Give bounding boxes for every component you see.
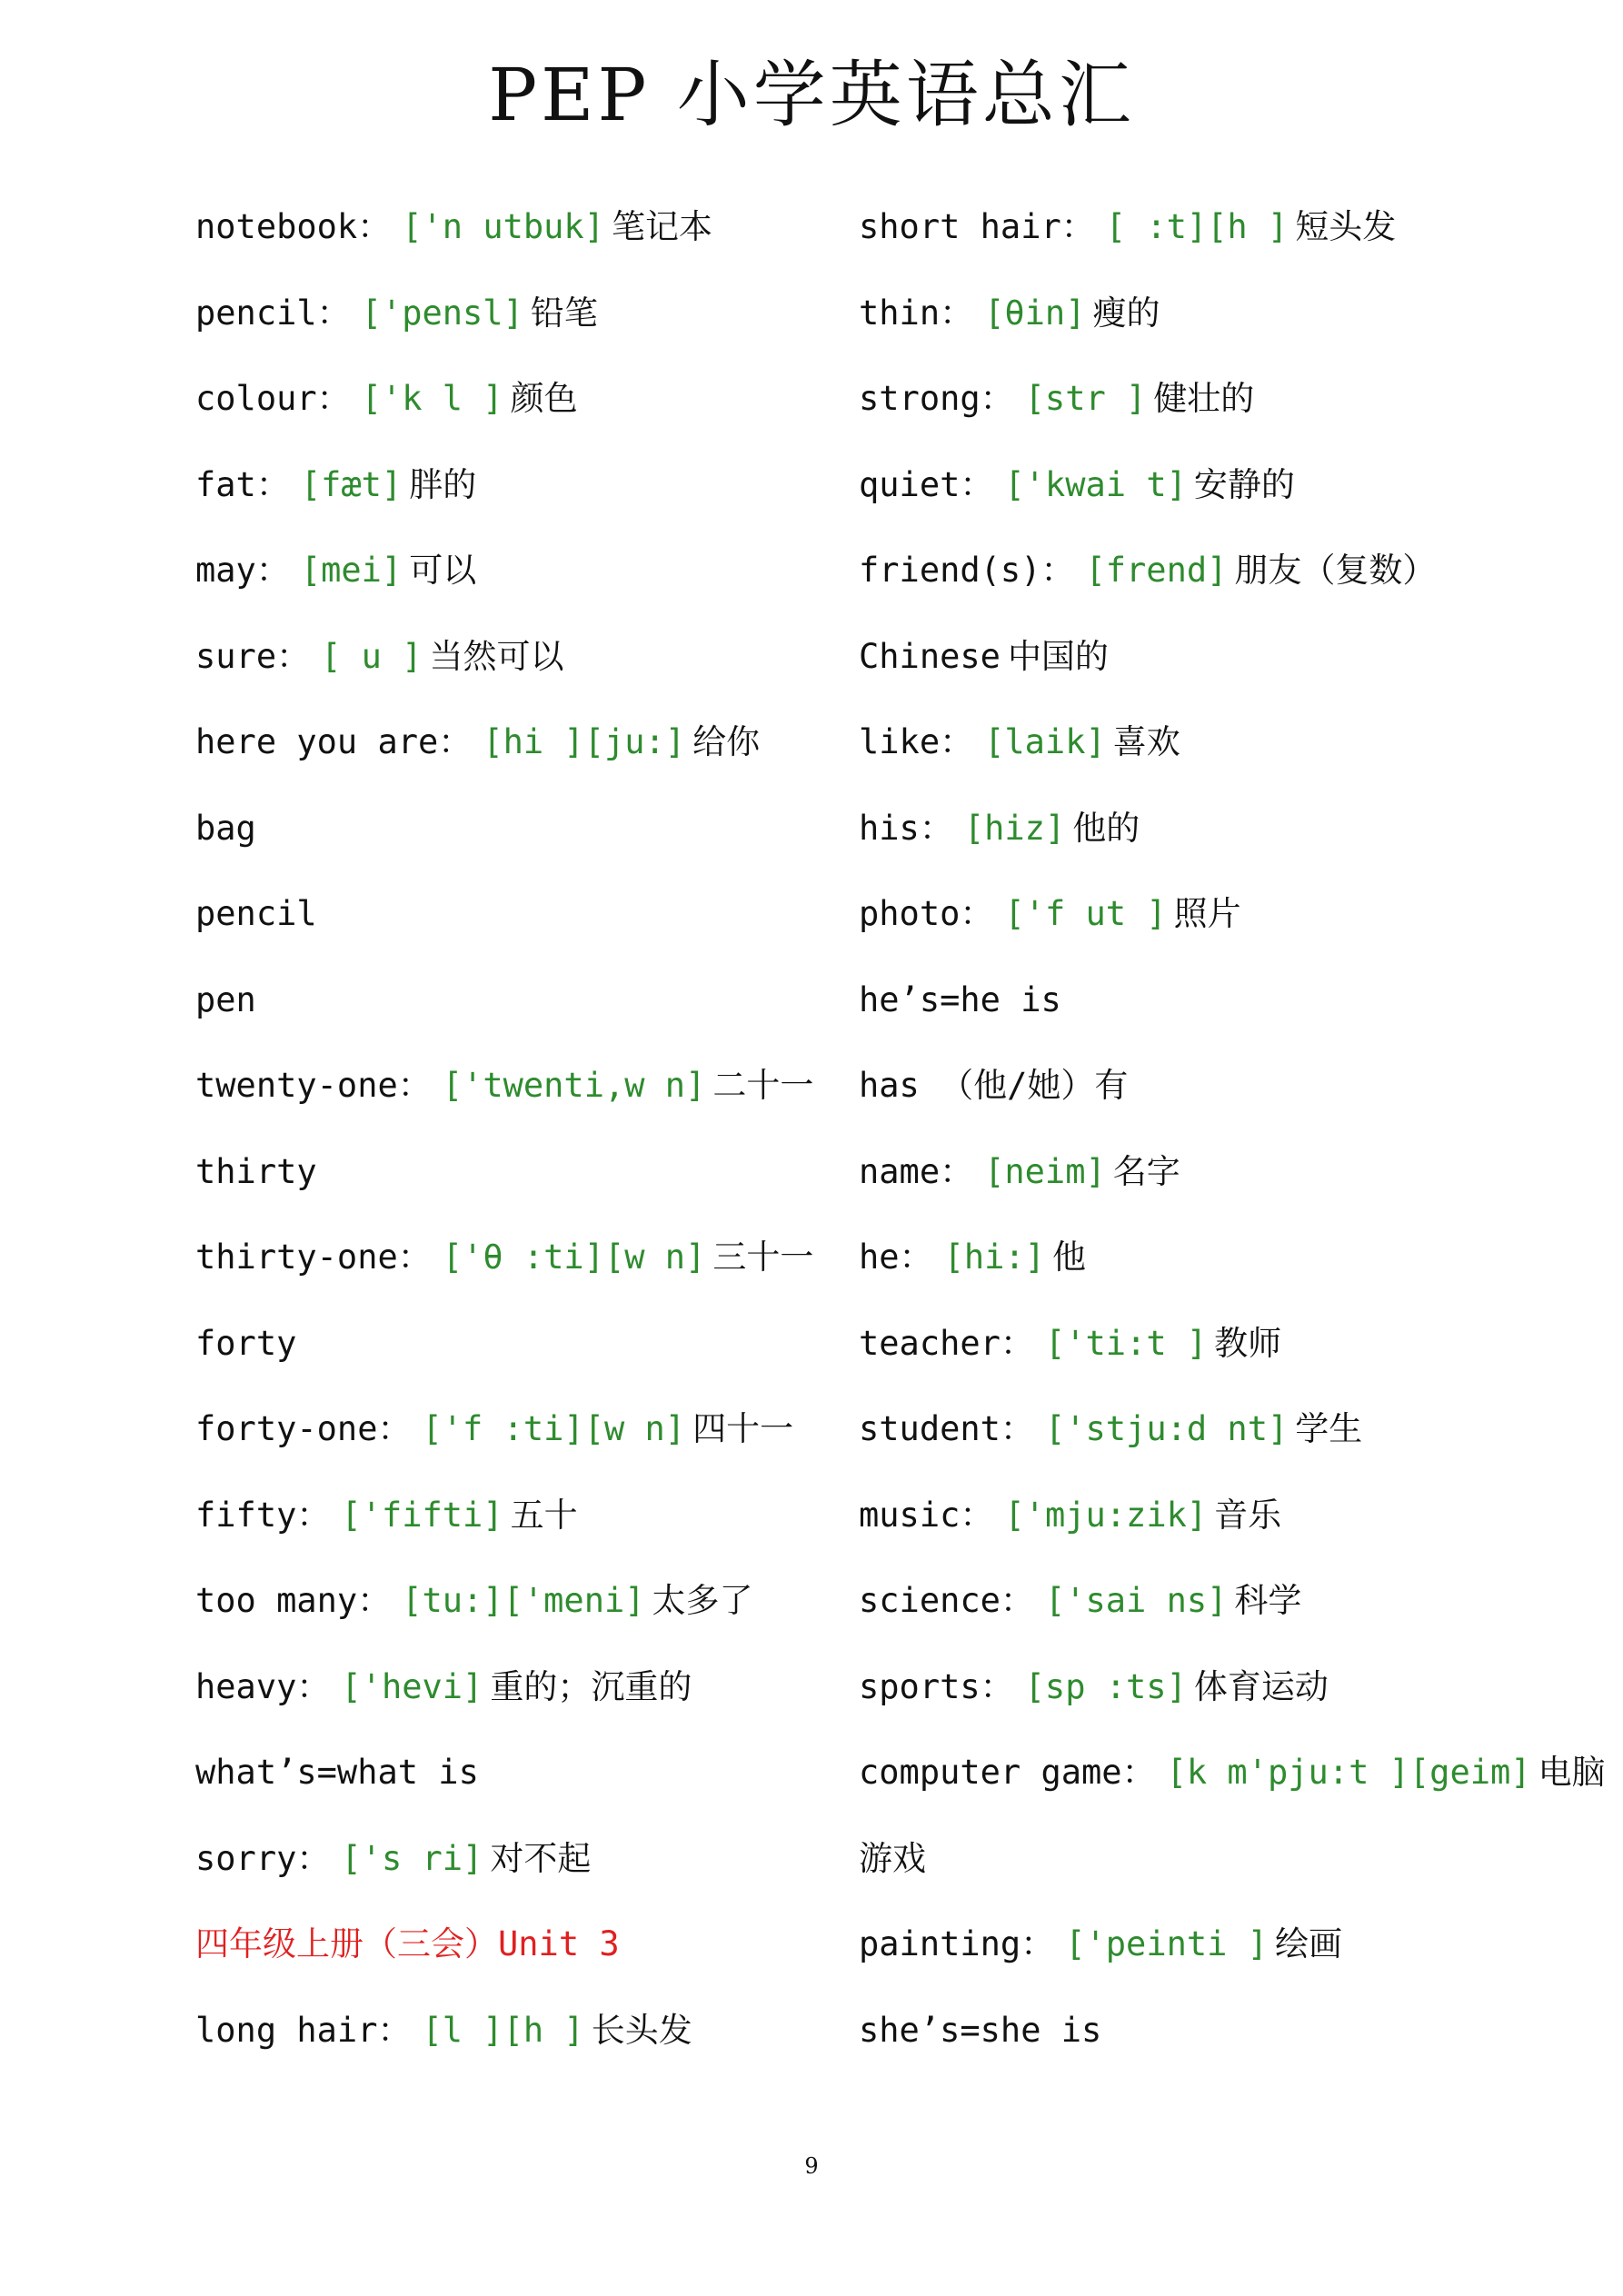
- entry-word: friend(s)：: [859, 551, 1075, 590]
- vocab-entry: [859, 286, 1549, 373]
- vocab-entry: [859, 1832, 1549, 1918]
- entry-word: sorry：: [195, 1838, 331, 1878]
- entry-phonetic: ['stju:d nt]: [1044, 1409, 1289, 1448]
- entry-chinese: 科学: [1234, 1581, 1302, 1620]
- vocab-entry: [195, 1574, 886, 1660]
- entry-phonetic: [k m'pju:t ][geim]: [1166, 1753, 1531, 1792]
- vocab-entry: [195, 630, 886, 716]
- entry-chinese: 可以: [409, 551, 477, 590]
- entry-chinese: 笔记本: [611, 207, 712, 246]
- vocab-entry: [859, 1145, 1549, 1231]
- entry-chinese: 短头发: [1295, 207, 1397, 246]
- entry-chinese: 照片: [1173, 894, 1241, 933]
- vocab-entry: [195, 458, 886, 544]
- entry-phonetic: ['fifti]: [341, 1495, 503, 1535]
- vocab-entry: [859, 1402, 1549, 1488]
- vocab-entry: [859, 1059, 1549, 1145]
- entry-chinese: 五十: [510, 1495, 578, 1535]
- vocab-entry: [859, 1574, 1549, 1660]
- entry-chinese: 学生: [1295, 1409, 1363, 1448]
- entry-chinese: 体育运动: [1193, 1666, 1329, 1706]
- entry-chinese: 当然可以: [429, 636, 564, 676]
- vocab-entry: [859, 2003, 1549, 2090]
- entry-chinese: 健壮的: [1153, 379, 1255, 418]
- section-heading-text: 四年级上册（三会）Unit 3: [195, 1924, 620, 1963]
- entry-phonetic: ['n utbuk]: [402, 207, 604, 246]
- entry-phonetic: [fæt]: [300, 464, 403, 504]
- entry-chinese: 太多了: [652, 1581, 753, 1620]
- entry-phonetic: [neim]: [984, 1151, 1106, 1191]
- vocab-entry: [195, 1488, 886, 1575]
- entry-word: science：: [859, 1581, 1034, 1620]
- entry-word: bag: [195, 808, 256, 848]
- entry-phonetic: [hi ][ju:]: [483, 722, 686, 761]
- vocab-entry: [859, 973, 1549, 1059]
- entry-phonetic: ['pensl]: [361, 293, 523, 333]
- vocab-entry: [195, 1059, 886, 1145]
- vocab-entry: [195, 286, 886, 373]
- entry-chinese: 名字: [1112, 1151, 1180, 1191]
- entry-word: strong：: [859, 379, 1014, 418]
- vocab-entry: [859, 200, 1549, 286]
- entry-word: colour：: [195, 379, 351, 418]
- entry-word: here you are：: [195, 722, 473, 761]
- entry-phonetic: [ :t][h ]: [1105, 207, 1289, 246]
- vocab-entry: [195, 973, 886, 1059]
- entry-word: long hair：: [195, 2010, 412, 2050]
- entry-chinese: 四十一: [692, 1409, 794, 1448]
- entry-word: quiet：: [859, 464, 994, 504]
- entry-word: notebook：: [195, 207, 392, 246]
- vocab-entry: [859, 1317, 1549, 1403]
- vocab-entry: [859, 1745, 1606, 1832]
- entry-word: painting：: [859, 1924, 1055, 1963]
- entry-phonetic: [l ][h ]: [422, 2010, 584, 2050]
- entry-word: heavy：: [195, 1666, 331, 1706]
- entry-word: fat：: [195, 464, 290, 504]
- vocab-entry: [195, 1660, 886, 1746]
- entry-phonetic: ['kwai t]: [1004, 464, 1187, 504]
- entry-word: too many：: [195, 1581, 392, 1620]
- vocab-entry: [195, 1317, 886, 1403]
- entry-chinese: 胖的: [409, 464, 477, 504]
- entry-word: student：: [859, 1409, 1034, 1448]
- entry-chinese: 对不起: [490, 1838, 592, 1878]
- entry-word: thin：: [859, 293, 974, 333]
- entry-chinese: 中国的: [1007, 636, 1109, 676]
- entry-phonetic: [frend]: [1085, 551, 1228, 590]
- entry-phonetic: [tu:]['meni]: [402, 1581, 645, 1620]
- entry-phonetic: ['hevi]: [341, 1666, 483, 1706]
- vocab-entry: [859, 543, 1549, 630]
- vocab-entry: [195, 887, 886, 973]
- entry-chinese: 朋友（复数）: [1234, 551, 1437, 590]
- entry-chinese: 给你: [692, 722, 761, 761]
- entry-word: Chinese: [859, 636, 1001, 676]
- vocab-entry: [859, 372, 1549, 458]
- entry-phonetic: ['mju:zik]: [1004, 1495, 1208, 1535]
- page-number: 9: [804, 2153, 819, 2179]
- vocab-entry: [859, 1660, 1549, 1746]
- entry-chinese: 喜欢: [1112, 722, 1180, 761]
- vocab-entry: [195, 1402, 886, 1488]
- entry-word: short hair：: [859, 207, 1095, 246]
- entry-word: pencil：: [195, 293, 351, 333]
- entry-chinese: 他: [1051, 1237, 1086, 1277]
- vocab-entry: [859, 715, 1549, 801]
- entry-word: what’s=what is: [195, 1753, 479, 1792]
- entry-word: he’s=he is: [859, 979, 1061, 1019]
- vocab-entry: [195, 1832, 886, 1918]
- entry-chinese: 安静的: [1193, 464, 1295, 504]
- vocab-entry: [859, 1917, 1549, 2003]
- entry-word: pencil: [195, 894, 317, 933]
- vocab-entry: [859, 887, 1549, 973]
- vocab-entry: [859, 801, 1549, 888]
- entry-chinese: 二十一: [712, 1066, 814, 1105]
- entry-word: name：: [859, 1151, 974, 1191]
- section-heading: [195, 1917, 886, 2003]
- entry-phonetic: ['s ri]: [341, 1838, 483, 1878]
- entry-chinese: 三十一: [712, 1237, 814, 1277]
- entry-phonetic: [θin]: [984, 293, 1086, 333]
- entry-word: 游戏: [859, 1838, 926, 1878]
- vocab-entry: [195, 372, 886, 458]
- entry-phonetic: ['sai ns]: [1044, 1581, 1228, 1620]
- entry-word: thirty-one：: [195, 1237, 432, 1277]
- entry-phonetic: [sp :ts]: [1024, 1666, 1187, 1706]
- vocab-entry: [195, 715, 886, 801]
- entry-word: sure：: [195, 636, 311, 676]
- vocab-entry: [195, 1145, 886, 1231]
- entry-phonetic: ['twenti,w n]: [442, 1066, 706, 1105]
- entry-chinese: 颜色: [510, 379, 578, 418]
- entry-phonetic: [laik]: [984, 722, 1106, 761]
- entry-word: music：: [859, 1495, 994, 1535]
- entry-chinese: 教师: [1214, 1323, 1282, 1363]
- vocab-entry: [195, 543, 886, 630]
- entry-word: pen: [195, 979, 256, 1019]
- entry-word: has （他/她）有: [859, 1066, 1129, 1105]
- entry-word: photo：: [859, 894, 994, 933]
- vocab-entry: [195, 1745, 886, 1832]
- entry-phonetic: ['f :ti][w n]: [422, 1409, 686, 1448]
- entry-word: he：: [859, 1237, 933, 1277]
- left-vocab-column: [195, 200, 886, 2089]
- entry-word: his：: [859, 808, 953, 848]
- entry-word: teacher：: [859, 1323, 1034, 1363]
- entry-phonetic: ['f ut ]: [1004, 894, 1167, 933]
- entry-phonetic: ['peinti ]: [1065, 1924, 1268, 1963]
- entry-word: forty-one：: [195, 1409, 412, 1448]
- vocab-entry: [195, 801, 886, 888]
- vocab-entry: [859, 1230, 1549, 1317]
- entry-chinese: 绘画: [1274, 1924, 1342, 1963]
- entry-word: twenty-one：: [195, 1066, 432, 1105]
- entry-phonetic: ['k l ]: [361, 379, 503, 418]
- entry-chinese: 他的: [1072, 808, 1140, 848]
- vocab-entry: [195, 200, 886, 286]
- right-vocab-column: [859, 200, 1606, 2089]
- entry-chinese: 重的；沉重的: [490, 1666, 692, 1706]
- entry-word: like：: [859, 722, 974, 761]
- entry-word: sports：: [859, 1666, 1014, 1706]
- vocab-entry: [195, 2003, 886, 2090]
- entry-word: she’s=she is: [859, 2010, 1102, 2050]
- entry-chinese: 瘦的: [1092, 293, 1160, 333]
- entry-phonetic: ['ti:t ]: [1044, 1323, 1208, 1363]
- entry-phonetic: [hiz]: [963, 808, 1066, 848]
- vocab-entry: [859, 630, 1549, 716]
- vocab-entry: [859, 1488, 1549, 1575]
- entry-chinese: 长头发: [591, 2010, 692, 2050]
- entry-word: may：: [195, 551, 290, 590]
- entry-word: forty: [195, 1323, 297, 1363]
- entry-phonetic: [ u ]: [321, 636, 423, 676]
- entry-chinese: 音乐: [1214, 1495, 1282, 1535]
- vocab-entry: [195, 1230, 886, 1317]
- entry-chinese: 铅笔: [530, 293, 598, 333]
- entry-chinese: 电脑: [1538, 1753, 1606, 1792]
- entry-phonetic: [hi:]: [943, 1237, 1045, 1277]
- entry-phonetic: [mei]: [300, 551, 403, 590]
- page-title: PEP 小学英语总汇: [488, 53, 1135, 137]
- vocab-entry: [859, 458, 1549, 544]
- entry-phonetic: ['θ :ti][w n]: [442, 1237, 706, 1277]
- entry-word: thirty: [195, 1151, 317, 1191]
- entry-phonetic: [str ]: [1024, 379, 1147, 418]
- entry-word: computer game：: [859, 1753, 1156, 1792]
- entry-word: fifty：: [195, 1495, 331, 1535]
